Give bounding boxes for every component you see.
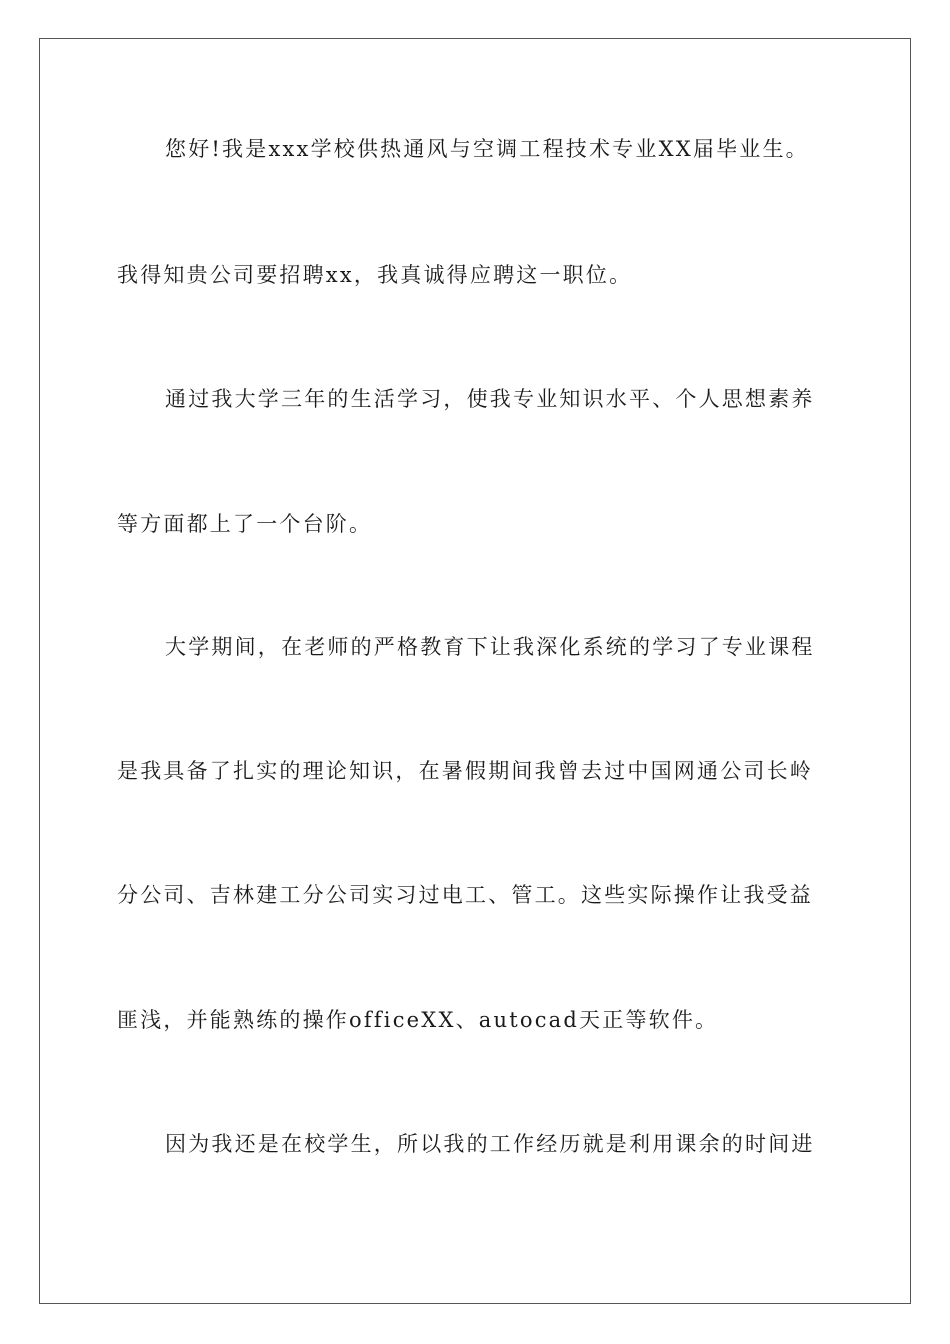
paragraph-3-line-1: 大学期间，在老师的严格教育下让我深化系统的学习了专业课程 <box>165 635 815 659</box>
paragraph-3-line-3: 分公司、吉林建工分公司实习过电工、管工。这些实际操作让我受益 <box>117 883 813 907</box>
paragraph-3-line-2: 是我具备了扎实的理论知识，在暑假期间我曾去过中国网通公司长岭 <box>117 759 813 783</box>
paragraph-2-line-2: 等方面都上了一个台阶。 <box>117 512 373 536</box>
paragraph-2-line-1: 通过我大学三年的生活学习，使我专业知识水平、个人思想素养 <box>165 387 815 411</box>
paragraph-3-line-4: 匪浅，并能熟练的操作officeXX、autocad天正等软件。 <box>117 1008 719 1032</box>
paragraph-4-line-1: 因为我还是在校学生，所以我的工作经历就是利用课余的时间进 <box>165 1132 815 1156</box>
paragraph-1-line-2: 我得知贵公司要招聘xx，我真诚得应聘这一职位。 <box>117 263 633 287</box>
paragraph-1-line-1: 您好!我是xxx学校供热通风与空调工程技术专业XX届毕业生。 <box>165 137 809 161</box>
page-border <box>39 38 911 1304</box>
